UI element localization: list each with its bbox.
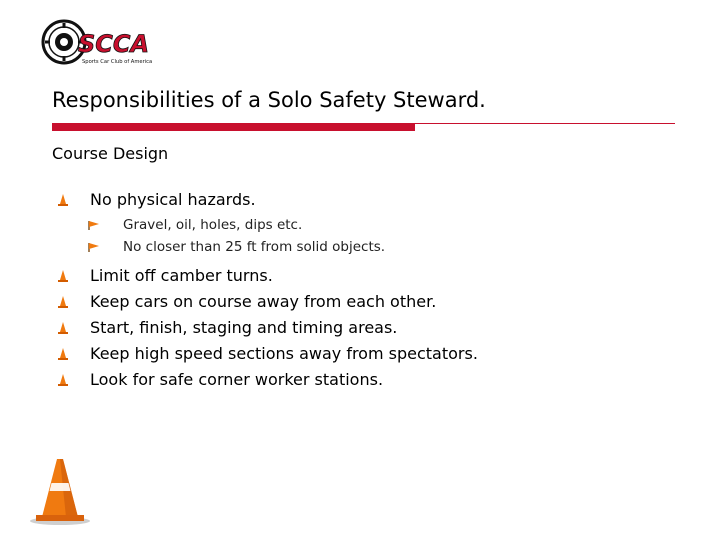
bullet-item [52,344,672,370]
slide-subtitle: Course Design [52,144,169,163]
bullet-item [52,190,672,216]
cone-bullet-icon [56,193,70,207]
cone-bullet-icon [56,269,70,283]
sub-bullet-item [52,216,672,238]
cone-bullet-icon [56,321,70,335]
title-accent-bar [52,124,415,131]
pennant-bullet-icon [88,242,100,252]
bullet-text: Start, finish, staging and timing areas. [90,318,398,337]
bullet-item [52,266,672,292]
sub-bullet-item [52,238,672,260]
bullet-item [52,370,672,396]
svg-text:Sports Car Club of America: Sports Car Club of America [82,59,153,65]
scca-logo [40,18,165,68]
pennant-bullet-icon [88,220,100,230]
bullet-item [52,292,672,318]
bullet-text: Keep cars on course away from each other. [90,292,437,311]
bullet-text: Limit off camber turns. [90,266,273,285]
slide-title: Responsibilities of a Solo Safety Steward. [52,88,486,112]
bullet-text: Look for safe corner worker stations. [90,370,384,389]
bullet-item [52,318,672,344]
sub-bullet-text: No closer than 25 ft from solid objects. [123,239,386,255]
bullet-text: No physical hazards. [90,190,256,209]
svg-text:SCCA: SCCA [78,30,150,58]
bullet-text: Keep high speed sections away from spectators. [90,344,478,363]
cone-bullet-icon [56,347,70,361]
bullet-list [52,190,672,396]
cone-bullet-icon [56,295,70,309]
cone-bullet-icon [56,373,70,387]
traffic-cone-icon [24,455,96,527]
sub-bullet-text: Gravel, oil, holes, dips etc. [123,217,303,233]
